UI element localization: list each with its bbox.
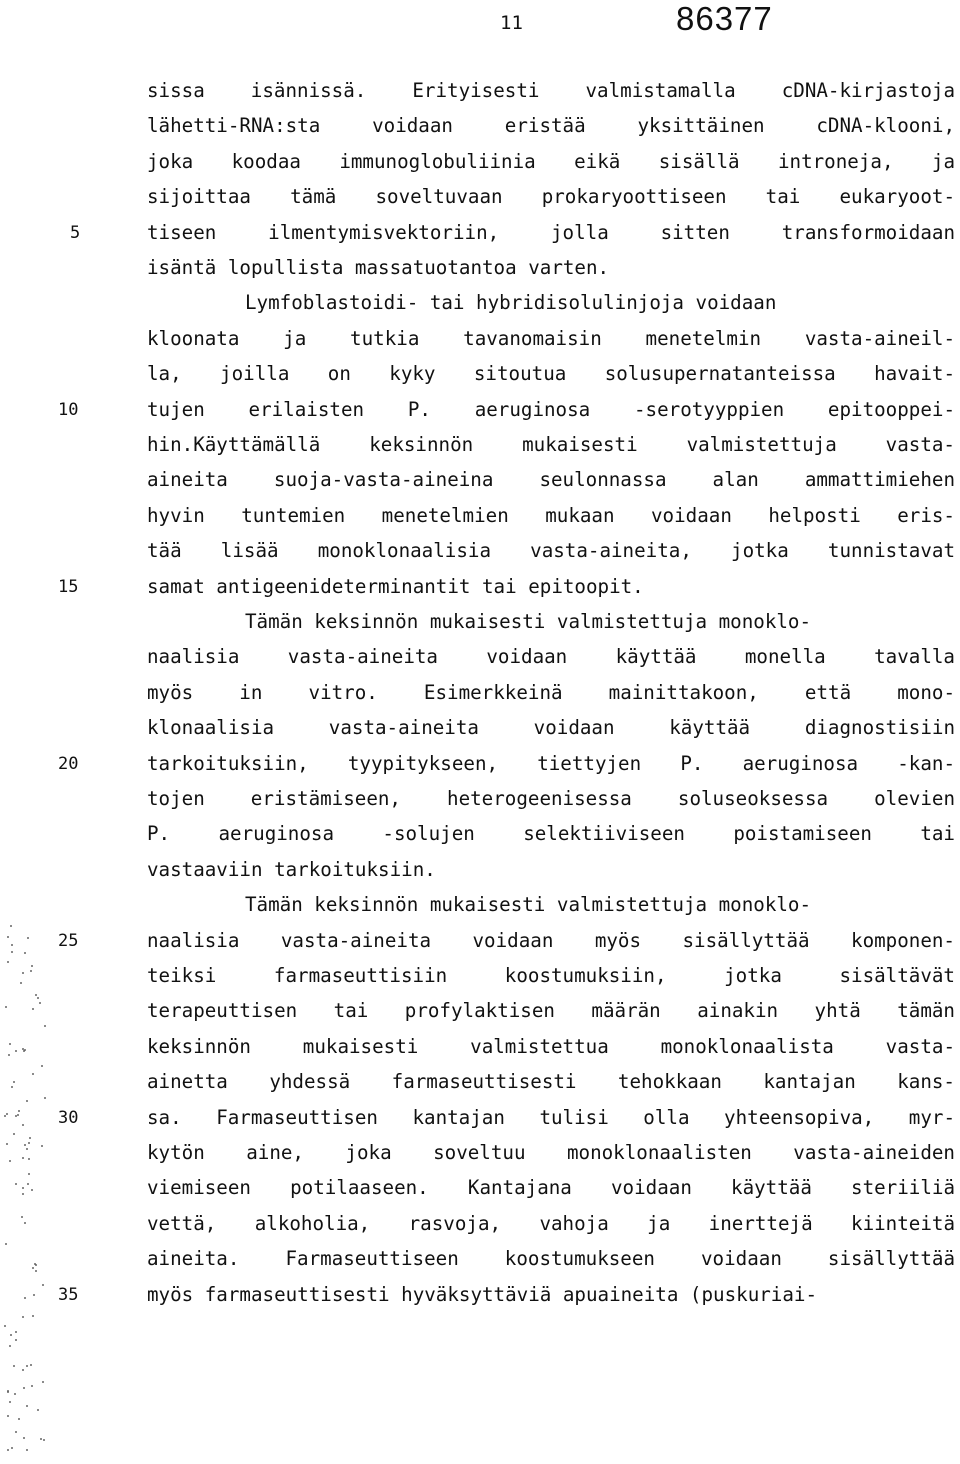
scan-speck — [42, 1381, 44, 1383]
scan-speck — [9, 1345, 11, 1347]
text-line: myös in vitro. Esimerkkeinä mainittakoon, että mono- — [147, 680, 955, 704]
text-line: myös farmaseuttisesti hyväksyttäviä apuaineita (puskuriai- — [147, 1282, 818, 1306]
scan-speck — [7, 1415, 9, 1417]
scan-speck — [23, 1437, 25, 1439]
scan-speck — [32, 1008, 34, 1010]
scan-speck — [18, 1418, 20, 1420]
scan-speck — [21, 1216, 23, 1218]
scan-speck — [5, 1006, 7, 1008]
scan-speck — [27, 937, 29, 939]
scan-speck — [4, 1115, 6, 1117]
scan-speck — [26, 1405, 28, 1407]
scan-speck — [34, 1263, 36, 1265]
scan-speck — [20, 982, 22, 984]
scan-speck — [7, 1449, 9, 1451]
page-number: 11 — [500, 12, 523, 34]
text-line: tää lisää monoklonaalisia vasta-aineita, jotka tunnistavat — [147, 539, 955, 563]
scan-speck — [28, 1173, 30, 1175]
text-line: kytön aine, joka soveltuu monoklonaalisten vasta-aineiden — [147, 1141, 955, 1164]
scan-speck — [35, 1270, 37, 1272]
line-number: 35 — [58, 1284, 79, 1305]
scan-speck — [11, 944, 13, 946]
scan-speck — [37, 1409, 39, 1411]
text-line: lähetti-RNA:sta voidaan eristää yksittäinen cDNA-klooni, — [147, 114, 955, 138]
scan-speck — [26, 1365, 28, 1367]
scan-speck — [24, 1144, 26, 1146]
text-line: viemiseen potilaaseen. Kantajana voidaan käyttää steriiliä — [147, 1176, 955, 1200]
text-line: tujen erilaisten P. aeruginosa -serotyyppien epitooppei- — [147, 397, 955, 421]
scan-speck — [11, 1447, 13, 1449]
scan-speck — [40, 1438, 42, 1440]
scan-speck — [23, 1387, 25, 1389]
scan-speck — [29, 1137, 31, 1139]
scan-speck — [26, 1100, 28, 1102]
text-line: hyvin tuntemien menetelmien mukaan voidaan helposti eris- — [147, 503, 955, 527]
text-line: la, joilla on kyky sitoutua solusupernatanteissa havait- — [147, 362, 955, 386]
text-line: teiksi farmaseuttisiin koostumuksiin, jotka sisältävät — [147, 964, 955, 987]
scan-speck — [35, 994, 37, 996]
scan-speck — [11, 951, 13, 953]
scan-speck — [13, 1133, 15, 1135]
scan-speck — [9, 1401, 11, 1403]
text-line: klonaalisia vasta-aineita voidaan käyttää diagnostisiin — [147, 716, 955, 740]
scan-speck — [9, 1043, 11, 1045]
scan-speck — [41, 1065, 43, 1067]
text-line: Lymfoblastoidi- tai hybridisolulinjoja voidaan — [245, 291, 777, 315]
scan-speck — [31, 1189, 33, 1191]
scan-speck — [24, 952, 26, 954]
text-line: aineita suoja-vasta-aineina seulonnassa alan ammattimiehen — [147, 468, 955, 492]
text-line: tarkoituksiin, tyypitykseen, tiettyjen P. aeruginosa -kan- — [147, 751, 955, 775]
scan-speck — [44, 1025, 46, 1027]
scan-speck — [13, 1365, 15, 1367]
scan-speck — [22, 1193, 24, 1195]
scan-speck — [10, 925, 12, 927]
scan-speck — [24, 1222, 26, 1224]
scan-speck — [8, 1054, 10, 1056]
scan-speck — [42, 1284, 44, 1286]
scan-speck — [32, 1073, 34, 1075]
scan-speck — [31, 1385, 33, 1387]
text-line: tiseen ilmentymisvektoriin, jolla sitten transformoidaan — [147, 220, 955, 244]
scan-speck — [4, 1325, 6, 1327]
scan-speck — [15, 1183, 17, 1185]
scan-speck — [23, 1050, 25, 1052]
text-line: isäntä lopullista massatuotantoa varten. — [147, 256, 610, 279]
text-line: ainetta yhdessä farmaseuttisesti tehokkaan kantajan kans- — [147, 1070, 955, 1094]
scan-speck — [15, 1331, 17, 1333]
scan-speck — [41, 1145, 43, 1147]
scan-speck — [17, 1114, 19, 1116]
scan-speck — [22, 972, 24, 974]
scan-speck — [30, 970, 32, 972]
scan-speck — [15, 1050, 17, 1052]
text-line: sa. Farmaseuttisen kantajan tulisi olla yhteensopiva, myr- — [147, 1105, 955, 1129]
scan-speck — [15, 1339, 17, 1341]
scan-speck — [26, 1148, 28, 1150]
scan-speck — [43, 1439, 45, 1441]
scan-speck — [32, 1315, 34, 1317]
line-number: 30 — [58, 1107, 79, 1128]
scan-speck — [22, 1316, 24, 1318]
text-line: terapeuttisen tai profylaktisen määrän ainakin yhtä tämän — [147, 999, 955, 1023]
scan-speck — [14, 1393, 16, 1395]
text-line: naalisia vasta-aineita voidaan myös sisällyttää komponen- — [147, 928, 955, 952]
scan-speck — [22, 1187, 24, 1189]
document-number: 86377 — [676, 0, 773, 37]
scan-speck — [24, 1297, 26, 1299]
line-number: 20 — [58, 753, 79, 774]
text-line: samat antigeenideterminantit tai epitoopit. — [147, 574, 644, 598]
scan-speck — [37, 997, 39, 999]
scan-speck — [7, 936, 9, 938]
scan-speck — [13, 1081, 15, 1083]
line-number: 25 — [58, 930, 79, 951]
scan-speck — [10, 1334, 12, 1336]
scan-speck — [11, 1086, 13, 1088]
text-line: keksinnön mukaisesti valmistettua monoklonaalista vasta- — [147, 1034, 955, 1058]
scan-speck — [6, 1113, 8, 1115]
scan-speck — [28, 1158, 30, 1160]
scan-speck — [7, 961, 9, 963]
scan-speck — [22, 1124, 24, 1126]
scan-speck — [15, 1115, 17, 1117]
text-line: tojen eristämiseen, heterogeenisessa soluseoksessa olevien — [147, 787, 955, 810]
text-line: Tämän keksinnön mukaisesti valmistettuja monoklo- — [245, 610, 812, 633]
scan-speck — [31, 965, 33, 967]
scan-speck — [33, 1294, 35, 1296]
scan-speck — [18, 1110, 20, 1112]
text-line: joka koodaa immunoglobuliinia eikä sisällä introneja, ja — [147, 149, 955, 173]
text-line: vastaaviin tarkoituksiin. — [147, 857, 436, 881]
text-line: sijoittaa tämä soveltuvaan prokaryoottiseen tai eukaryoot- — [147, 185, 955, 209]
line-number: 10 — [58, 399, 79, 420]
scan-speck — [9, 1160, 11, 1162]
scan-speck — [26, 1449, 28, 1451]
scan-speck — [7, 1391, 9, 1393]
scan-speck — [6, 1143, 8, 1145]
scan-speck — [5, 1243, 7, 1245]
text-line: aineita. Farmaseuttiseen koostumukseen voidaan sisällyttää — [147, 1247, 955, 1271]
scan-speck — [32, 1267, 34, 1269]
scan-speck — [28, 1142, 30, 1144]
text-line: P. aeruginosa -solujen selektiiviseen poistamiseen tai — [147, 822, 955, 846]
scan-speck — [27, 1183, 29, 1185]
text-line: naalisia vasta-aineita voidaan käyttää monella tavalla — [147, 645, 955, 669]
text-line: Tämän keksinnön mukaisesti valmistettuja monoklo- — [245, 893, 812, 917]
text-line: hin.Käyttämällä keksinnön mukaisesti valmistettuja vasta- — [147, 433, 955, 456]
text-line: vettä, alkoholia, rasvoja, vahoja ja inerttejä kiinteitä — [147, 1211, 955, 1235]
scan-speck — [22, 1157, 24, 1159]
line-number: 5 — [70, 222, 81, 243]
scan-speck — [15, 1431, 17, 1433]
scan-speck — [44, 1097, 46, 1099]
scan-speck — [22, 1369, 24, 1371]
text-line: sissa isännissä. Erityisesti valmistamalla cDNA-kirjastoja — [147, 79, 955, 102]
scan-speck — [30, 1364, 32, 1366]
scan-speck — [39, 1002, 41, 1004]
line-number: 15 — [58, 576, 79, 597]
text-line: kloonata ja tutkia tavanomaisin menetelmin vasta-aineil- — [147, 326, 955, 350]
